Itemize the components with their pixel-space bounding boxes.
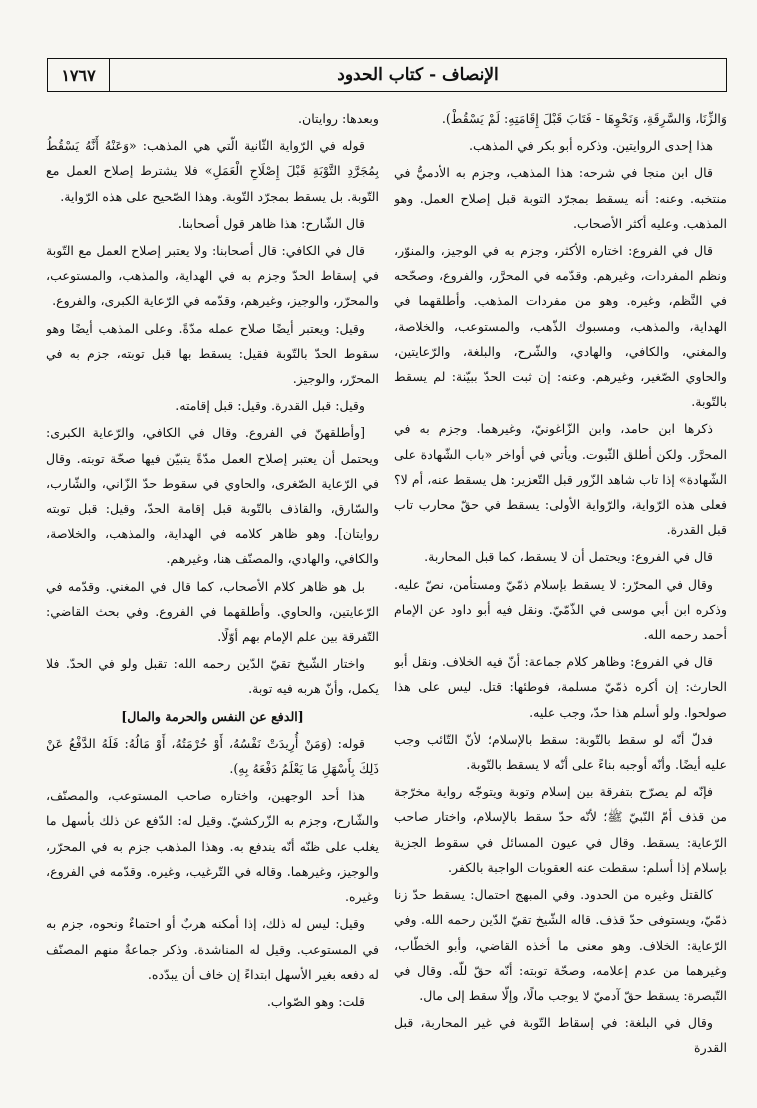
- paragraph: وقيل: ويعتبر أيضًا صلاح عمله مدّةً. وعلى المذهب أيضًا وهو سقوط الحدّ بالتّوبة فقيل: يسقط بها قبل توبته، جزم به في المحرّر، والوجيز.: [46, 320, 379, 387]
- paragraph: قال الشّارح: هذا ظاهر قول أصحابنا.: [177, 215, 365, 231]
- page-header: [47, 58, 727, 92]
- paragraph: قوله: (وَمَنْ أُرِيدَتْ نَفْسُهُ، أَوْ حُرْمَتُهُ، أَوْ مَالُهُ: فَلَهُ الدَّفْعُ عَنْ ذَلِكَ بِأَسْهَلِ مَا يَعْلَمُ دَفْعَهُ بِهِ).: [46, 735, 379, 777]
- right-column: [394, 106, 727, 1101]
- paragraph: فإنّه لم يصرّح بتفرقة بين إسلام وتوبة ويتوجّه رواية مخرّجة من قذف أمّ النّبيّ ﷺ؛ لأنّه حدّ سقط بالإسلام، واختار صاحب الرّعاية: يسقط. وقال في عيون المسائل في سقوط الجزية بإسلام إذا أسلم: سقطت عنه العقوبات الواجبة بالكفر.: [394, 784, 727, 875]
- paragraph: قال في الكافي: قال أصحابنا: ولا يعتبر إصلاح العمل مع التّوبة في إسقاط الحدّ وجزم به في الهداية، والمذهب، والمستوعب، والمحرّر، والوجيز، وغيرهم، وقدّمه في الرّعاية الكبرى، والفروع.: [46, 243, 379, 309]
- paragraph: قال في الفروع: ويحتمل أن لا يسقط، كما قبل المحاربة.: [424, 549, 713, 565]
- paragraph: قال في الفروع: اختاره الأكثر، وجزم به في الوجيز، والمنوّر، ونظم المفردات، وغيرهم. وقدّمه في المحرَّر، والفروع، وصحّحه في النَّظم، وغيره. وهو من مفردات المذهب. وأطلقهما في الهداية، والمذهب، ومسبوك الذّهب، والمستوعب، والخلاصة، والمغني، والكافي، والهادي، والشّرح، والبلغة، والرّعايتين، والحاوي الصّغير، وغيرهم. وعنه: إن ثبت الحدّ ببيّنة: لم يسقط بالتّوبة.: [394, 243, 727, 410]
- paragraph: كالقتل وغيره من الحدود. وفي المبهج احتمال: يسقط حدّ زنا ذمّيّ، ويستوفى حدّ قذف. قاله الشّيخ تقيّ الدّين رحمه الله. وفي الرّعاية: الخلاف. وهو معنى ما أخذه القاضي، وأبو الخطّاب، وغيرهما من عدم إعلامه، وصحّة توبته: أنّه حقّ للّه. وقال في التّبصرة: يسقط حقّ آدميّ لا يوجب مالًا، وإلّا سقط إلى مال.: [394, 887, 727, 1003]
- paragraph: بل هو ظاهر كلام الأصحاب، كما قال في المغني. وقدّمه في الرّعايتين، والحاوي. وأطلقهما في الفروع. وفي بحث القاضي: التّفرقة بين علم الإمام بهم أوّلًا.: [46, 578, 379, 645]
- paragraph: [وأطلقهنّ في الفروع. وقال في الكافي، والرّعاية الكبرى: ويحتمل أن يعتبر إصلاح العمل مدّةً يتبيّن فيها صحّة توبته. وقال في الرّعاية الصّغرى، والحاوي في سقوط حدّ الزّاني، والشّارب، والسّارق، والقاذف بالتّوبة قبل إقامة الحدّ، وقيل: قبل توبته روايتان]. وهو ظاهر كلامه في الهداية، والمذهب، والخلاصة، والكافي، والهادي، والمصنّف هنا، وغيرهم.: [46, 425, 379, 567]
- paragraph: هذا إحدى الروايتين. وذكره أبو بكر في المذهب.: [469, 138, 713, 154]
- left-column: [46, 106, 379, 1101]
- paragraph: واختار الشّيخ تقيّ الدّين رحمه الله: تقبل ولو في الحدّ. فلا يكمل، وأنّ هربه فيه توبة.: [46, 656, 379, 697]
- paragraph: قال ابن منجا في شرحه: هذا المذهب، وجزم به الأدميُّ في منتخبه. وعنه: أنه يسقط بمجرّد التوبة قبل إصلاح العمل. وهو المذهب. وعليه أكثر الأصحاب.: [394, 165, 727, 231]
- paragraph: قوله في الرّواية الثّانية الّتي هي المذهب: «وَعَنْهُ أَنَّهُ يَسْقُطُ بِمُجَرَّدِ التَّوْبَةِ قَبْلَ إِصْلَاحِ الْعَمَلِ» فلا يشترط إصلاح العمل مع التّوبة. بل يسقط بمجرّد التّوبة. وهذا الصّحيح على هذه الرّواية.: [46, 138, 379, 204]
- paragraph: وقيل: قبل القدرة. وقيل: قبل إقامته.: [175, 398, 365, 414]
- paragraph: وقيل: ليس له ذلك، إذا أمكنه هربٌ أو احتماءٌ ونحوه، جزم به في المستوعب. وقيل له المناشدة. وذكر جماعةٌ منهم المصنّف له دفعه بغير الأسهل ابتداءً إن خاف أن يبدّده.: [46, 916, 379, 982]
- paragraph: فدلّ أنّه لو سقط بالتّوبة: سقط بالإسلام؛ لأنّ التّائب وجب عليه أيضًا. وأنّه أوجبه بناءً على أنّه لا يسقط بالتّوبة.: [394, 731, 727, 773]
- paragraph: وقال في المحرّر: لا يسقط بإسلام ذمّيّ ومستأمن، نصّ عليه. وذكره ابن أبي موسى في الذّمّيّ. ونقل فيه أبو داود عن الإمام أحمد رحمه الله.: [394, 576, 727, 643]
- paragraph: وقال في البلغة: في إسقاط التّوبة في غير المحاربة، قبل القدرة: [394, 1015, 727, 1056]
- paragraph: هذا أحد الوجهين، واختاره صاحب المستوعب، والمصنّف، والشّارح، وجزم به الزّركشيّ. وقيل له: الدّفع عن ذلك بأسهل ما يغلب على ظنّه أنّه يندفع به. وهذا المذهب جزم به في المحرّر، والوجيز، وغيرهما. وقاله في التّرغيب، وغيره. وقدّمه في الفروع، وغيره.: [46, 788, 379, 905]
- page-number: ١٧٦٧: [48, 59, 110, 91]
- running-title: الإنصاف - كتاب الحدود: [337, 65, 499, 85]
- paragraph: وَالزِّنَا، وَالسَّرِقَةِ، وَنَحْوِهَا - فَتَابَ قَبْلَ إِقَامَتِهِ: لَمْ يَسْقُطْ).: [441, 111, 727, 126]
- paragraph: قلت: وهو الصّواب.: [266, 993, 365, 1009]
- section-heading: [الدفع عن النفس والحرمة والمال]: [121, 708, 304, 724]
- paragraph: وبعدها: روايتان.: [297, 111, 379, 126]
- paragraph: قال في الفروع: وظاهر كلام جماعة: أنّ فيه الخلاف. ونقل أبو الحارث: إن أكره ذمّيّ مسلمة، فوطئها: قتل. ليس على هذا صولحوا. ولو أسلم هذا حدّ، وجب عليه.: [394, 654, 727, 720]
- paragraph: ذكرها ابن حامد، وابن الزّاغونيّ، وغيرهما. وجزم به في المحرَّر. ولكن أطلق الثّبوت. ويأتي في أواخر «باب الشّهادة على الشّهادة» إذا تاب شاهد الزّور قبل التّعزير: هل يسقط عنه، أم لا؟ فعلى هذه الرّواية، والرّواية الأولى: يسقط في حقّ محارب تاب قبل القدرة.: [394, 421, 727, 538]
